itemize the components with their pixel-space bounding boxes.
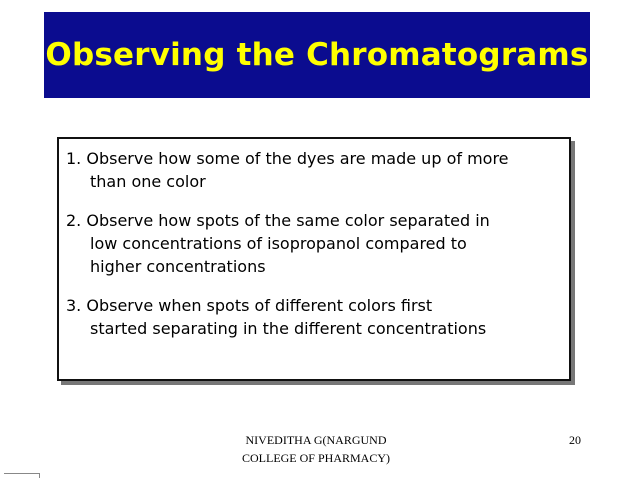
observation-list: [66, 147, 563, 340]
page-number: 20: [569, 433, 581, 447]
footer-author-line: NIVEDITHA G(NARGUND: [245, 433, 387, 447]
list-item-line: 3. Observe when spots of different colors first: [66, 296, 433, 315]
footer-author-line: COLLEGE OF PHARMACY): [241, 451, 390, 465]
content-box: [57, 137, 571, 381]
footer-author: [218, 431, 414, 467]
list-item-line: higher concentrations: [90, 257, 266, 276]
title-banner: [44, 12, 590, 98]
list-item-line: low concentrations of isopropanol compared to: [90, 234, 467, 253]
list-item-line: than one color: [90, 172, 206, 191]
list-item: [66, 294, 563, 340]
list-item-line: 2. Observe how spots of the same color separated in: [66, 211, 490, 230]
list-item-line: started separating in the different concentrations: [90, 319, 487, 338]
slide-title: Observing the Chromatograms: [45, 37, 589, 73]
list-item-line: 1. Observe how some of the dyes are made up of more: [66, 149, 509, 168]
list-item: [66, 209, 563, 278]
corner-mark: [4, 473, 40, 478]
list-item: [66, 147, 563, 193]
